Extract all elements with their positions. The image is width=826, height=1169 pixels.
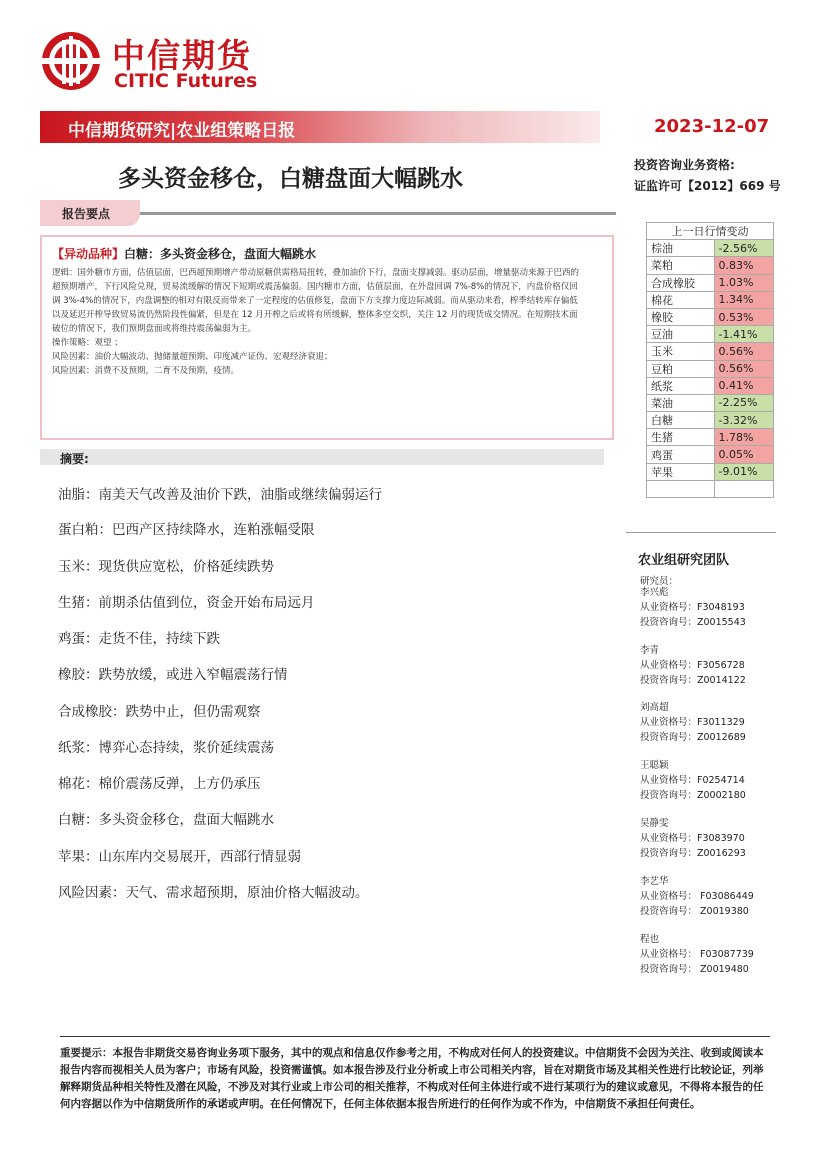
team-member [640,758,790,803]
table-row [647,274,774,291]
member-name: 王聪颖 [640,760,669,771]
table-row [647,257,774,274]
member-license: 从业资格号：F3011329 [640,717,745,728]
report-title: 多头资金移仓，白糖盘面大幅跳水 [118,166,463,192]
highlight-paragraph: 风险因素：消费不及预期，二育不及预期，疫情。 [52,366,240,376]
member-advisory: 投资咨询号： Z0019380 [640,906,749,917]
product-name: 苹果 [647,463,715,480]
member-license: 从业资格号：F3048193 [640,602,745,613]
price-change: -2.25% [714,394,773,411]
member-name: 程也 [640,934,660,945]
table-row [647,343,774,360]
product-name: 菜粕 [647,257,715,274]
table-row [647,240,774,257]
abstract-line: 油脂：南美天气改善及油价下跌，油脂或继续偏弱运行 [58,487,382,503]
table-row [647,291,774,308]
market-change-table [646,222,774,498]
highlight-headline [52,245,316,262]
table-row [647,377,774,394]
member-name: 刘高超 [640,702,669,713]
price-change: 0.05% [714,446,773,463]
abstract-line: 合成橡胶：跌势中止，但仍需观察 [58,704,261,720]
member-advisory: 投资咨询号：Z0016293 [640,848,746,859]
abstract-line: 蛋白粕：巴西产区持续降水，连粕涨幅受限 [58,522,315,538]
price-change: 0.56% [714,360,773,377]
banner-title: 中信期货研究|农业组策略日报 [68,121,296,141]
product-name: 白糖 [647,412,715,429]
team-role: 研究员： [640,576,679,587]
abstract-line: 棉花：棉价震荡反弹，上方仍承压 [58,776,261,792]
team-member [640,874,790,919]
product-name [647,480,715,497]
member-name: 李青 [640,645,660,656]
table-row [647,326,774,343]
footer-divider [60,1036,770,1037]
table-row [647,463,774,480]
table-title: 上一日行情变动 [647,223,774,240]
abstract-label: 摘要: [60,452,89,466]
price-change: -3.32% [714,412,773,429]
product-name: 豆油 [647,326,715,343]
member-license: 从业资格号： F03086449 [640,891,754,902]
team-member [640,932,790,977]
price-change: 1.34% [714,291,773,308]
qualification-label: 投资咨询业务资格: [634,158,735,172]
price-change [714,480,773,497]
product-name: 豆粕 [647,360,715,377]
price-change: 0.53% [714,308,773,325]
abstract-line: 生猪：前期杀估值到位，资金开始布局远月 [58,595,315,611]
member-name: 吴静雯 [640,818,669,829]
product-name: 橡胶 [647,308,715,325]
abstract-line: 白糖：多头资金移仓，盘面大幅跳水 [58,812,274,828]
table-row [647,360,774,377]
price-change: 0.41% [714,377,773,394]
key-points-label: 报告要点 [62,207,111,221]
member-advisory: 投资咨询号： Z0019480 [640,964,749,975]
price-change: 0.56% [714,343,773,360]
highlight-body [52,266,582,378]
product-name: 棕油 [647,240,715,257]
member-license: 从业资格号： F03087739 [640,949,754,960]
product-name: 鸡蛋 [647,446,715,463]
team-title: 农业组研究团队 [638,553,730,568]
team-member [640,643,790,688]
price-change: 1.03% [714,274,773,291]
disclaimer-text: 重要提示：本报告非期货交易咨询业务项下服务，其中的观点和信息仅作参考之用，不构成对任何人的投资建议。中信期货不会因为关注、收到或阅读本报告内容而视相关人员为客户；市场有风险，投资需谨慎。如本报告涉及行业分析或上市公司相关内容，旨在对期货市场及其相关性进行比较论证，列举解释期货品种相关特性及潜在风险，不涉及对其行业或上市公司的相关推荐，不构成对任何主体进行或不进行某项行为的建议或意见，不得将本报告的任何内容据以作为中信期货所作的承诺或声明。在任何情况下，任何主体依据本报告所进行的任何作为或不作为，中信期货不承担任何责任。 [60,1047,764,1110]
highlight-paragraph: 操作策略：观望 ； [52,338,123,348]
member-name: 李艺华 [640,876,669,887]
report-date: 2023-12-07 [654,116,770,137]
member-advisory: 投资咨询号：Z0012689 [640,732,746,743]
price-change: -2.56% [714,240,773,257]
product-name: 纸浆 [647,377,715,394]
team-member [640,700,790,745]
highlight-title: 白糖：多头资金移仓，盘面大幅跳水 [124,247,317,261]
price-change: 1.78% [714,429,773,446]
brand-name-cn: 中信期货 [112,36,252,75]
member-license: 从业资格号：F3056728 [640,660,745,671]
abstract-bar [40,449,604,465]
member-license: 从业资格号：F0254714 [640,775,745,786]
table-row [647,412,774,429]
price-change: -9.01% [714,463,773,480]
table-row [647,429,774,446]
member-name: 李兴彪 [640,587,669,598]
abstract-line: 纸浆：博弈心态持续，浆价延续震荡 [58,740,274,756]
qualification-license: 证监许可【2012】669 号 [634,179,781,193]
table-row [647,446,774,463]
member-advisory: 投资咨询号：Z0002180 [640,790,746,801]
abstract-line: 橡胶：跌势放缓，或进入窄幅震荡行情 [58,667,288,683]
team-member [640,816,790,861]
brand-name-en: CITIC Futures [114,70,258,92]
team-divider [626,532,776,533]
price-change: 0.83% [714,257,773,274]
product-name: 菜油 [647,394,715,411]
highlight-paragraph: 风险因素：油价大幅波动、抛储量超预期、印度减产证伪、宏观经济衰退； [52,352,333,362]
table-row [647,394,774,411]
product-name: 生猪 [647,429,715,446]
abstract-line: 风险因素：天气、需求超预期，原油价格大幅波动。 [58,885,369,901]
price-change: -1.41% [714,326,773,343]
highlight-paragraph: 逻辑：国外糖市方面，估值层面，巴西超预期增产带动原糖供需格局扭转，叠加油价下行，盘面支撑减弱。驱动层面，增量驱动来源于巴西的超预期增产，下行风险兑现，贸易流缓解的情况下短期或震荡偏弱。国内糖市方面，估值层面，在外盘回调 7%-8%的情况下，内盘价格仅回调 3%-4%的情况下，内盘调整的相对有限反而带来了一定程度的估值修复，盘面下方支撑力度边际减弱。而从驱动来看，榨季结转库存偏低以及延迟开榨导致贸易流仍然阶段性偏紧，但是在 12 月开榨之后或将有所缓解，整体多空交织，关注 12 月的现货成交情况。在短期技术面破位的情况下，我们预期盘面或将维持震荡偏弱为主。 [52,268,580,334]
table-row [647,308,774,325]
product-name: 玉米 [647,343,715,360]
highlight-tag: 【异动品种】 [52,247,125,261]
member-advisory: 投资咨询号：Z0014122 [640,675,746,686]
product-name: 棉花 [647,291,715,308]
abstract-line: 玉米：现货供应宽松，价格延续跌势 [58,559,274,575]
team-member [640,585,790,630]
member-advisory: 投资咨询号：Z0015543 [640,617,746,628]
product-name: 合成橡胶 [647,274,715,291]
table-row [647,480,774,497]
citic-logo-icon [40,30,102,92]
abstract-line: 苹果：山东库内交易展开，西部行情显弱 [58,849,301,865]
member-license: 从业资格号：F3083970 [640,833,745,844]
abstract-line: 鸡蛋：走货不佳，持续下跌 [58,631,220,647]
